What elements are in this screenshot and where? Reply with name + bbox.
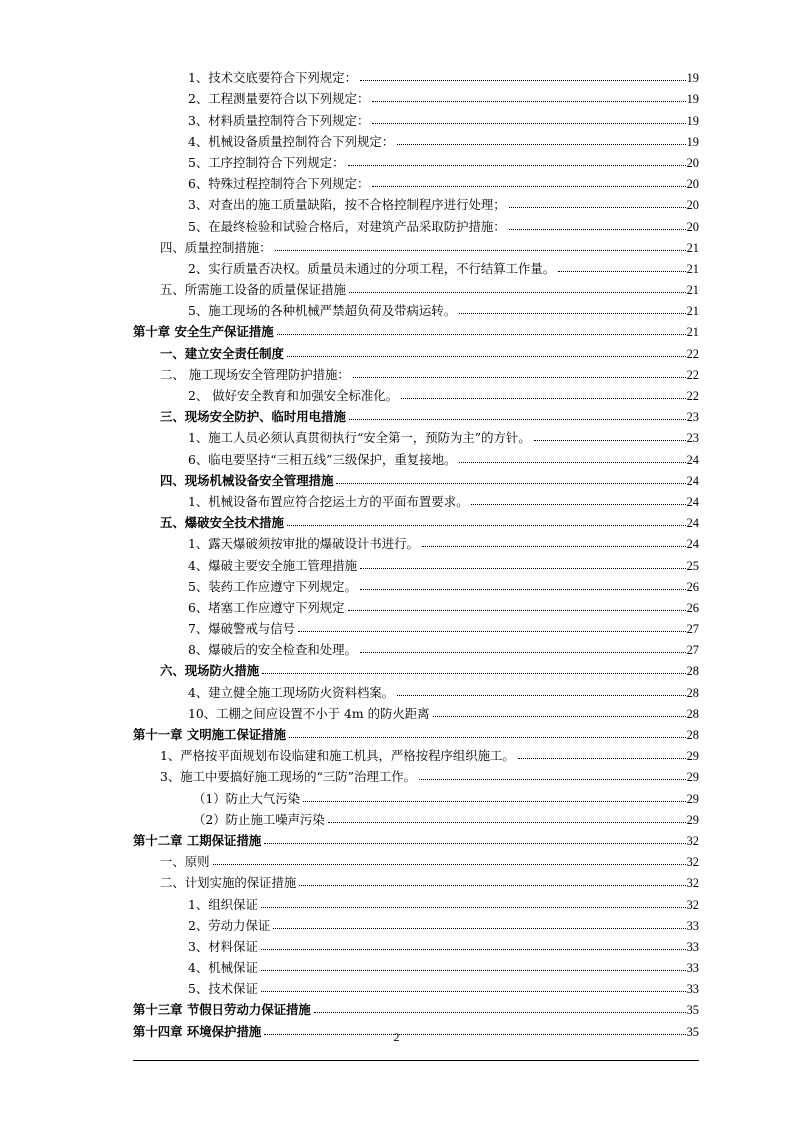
toc-entry-page: 24: [686, 473, 699, 488]
toc-entry-title: 四、现场机械设备安全管理措施: [160, 472, 334, 488]
dot-leader: [471, 504, 685, 505]
toc-entry-page: 35: [686, 1003, 699, 1018]
dot-leader: [261, 970, 686, 971]
toc-entry[interactable]: [133, 678, 699, 699]
toc-entry-title: 六、现场防火措施: [160, 663, 260, 679]
toc-entry[interactable]: [133, 339, 699, 360]
toc-entry-title: 第十章 安全生产保证措施: [133, 324, 274, 340]
toc-entry[interactable]: [133, 996, 699, 1017]
toc-entry[interactable]: [133, 212, 699, 233]
toc-entry[interactable]: [133, 149, 699, 170]
dot-leader: [298, 631, 686, 632]
toc-entry-page: 23: [686, 431, 699, 446]
dot-leader: [328, 822, 686, 823]
toc-entry-page: 32: [686, 876, 699, 891]
toc-entry[interactable]: [133, 445, 699, 466]
toc-entry-title: 一、建立安全责任制度: [160, 345, 284, 361]
dot-leader: [273, 928, 685, 929]
toc-entry-page: 19: [686, 71, 699, 86]
dot-leader: [287, 356, 686, 357]
toc-entry-page: 33: [686, 982, 699, 997]
toc-entry-page: 21: [686, 240, 699, 255]
toc-entry-page: 28: [686, 685, 699, 700]
toc-entry-title: 三、现场安全防护、临时用电措施: [160, 409, 346, 425]
dot-leader: [459, 313, 686, 314]
dot-leader: [509, 207, 686, 208]
toc-entry-title: 6、特殊过程控制符合下列规定：: [188, 176, 370, 192]
toc-entry-title: 2、劳动力保证: [188, 917, 271, 933]
dot-leader: [419, 779, 686, 780]
dot-leader: [372, 101, 685, 102]
toc-entry-page: 28: [686, 664, 699, 679]
toc-entry-page: 27: [686, 622, 699, 637]
dot-leader: [509, 229, 686, 230]
toc-entry[interactable]: [133, 615, 699, 636]
dot-leader: [303, 801, 686, 802]
toc-entry[interactable]: [133, 721, 699, 742]
dot-leader: [349, 292, 686, 293]
toc-entry-page: 33: [686, 961, 699, 976]
toc-entry[interactable]: [133, 784, 699, 805]
toc-entry-title: 第十一章 文明施工保证措施: [133, 727, 287, 742]
toc-entry[interactable]: [133, 382, 699, 403]
toc-entry-title: （1）防止大气污染: [193, 790, 301, 806]
toc-entry-page: 19: [686, 92, 699, 107]
toc-entry-title: 1、严格按平面规划布设临建和施工机具，严格按程序组织施工。: [160, 748, 515, 764]
toc-entry[interactable]: [133, 912, 699, 933]
toc-entry[interactable]: [133, 403, 699, 424]
toc-entry-page: 23: [686, 410, 699, 425]
toc-entry-page: 20: [686, 155, 699, 170]
toc-entry-title: 第十三章 节假日劳动力保证措施: [133, 1002, 311, 1018]
toc-entry[interactable]: [133, 551, 699, 572]
dot-leader: [422, 546, 686, 547]
toc-entry[interactable]: [133, 424, 699, 445]
dot-leader: [299, 885, 685, 886]
toc-entry[interactable]: [133, 742, 699, 763]
toc-entry[interactable]: [133, 234, 699, 255]
toc-entry[interactable]: [133, 318, 699, 339]
dot-leader: [213, 864, 686, 865]
dot-leader: [261, 907, 686, 908]
dot-leader: [360, 80, 686, 81]
toc-entry[interactable]: [133, 467, 699, 488]
dot-leader: [401, 398, 686, 399]
toc-entry-page: 21: [686, 283, 699, 298]
dot-leader: [433, 716, 686, 717]
toc-entry-page: 28: [686, 728, 699, 742]
toc-entry-title: 5、在最终检验和试验合格后，对建筑产品采取防护措施：: [188, 218, 506, 234]
toc-entry-title: 1、露天爆破须按审批的爆破设计书进行。: [188, 536, 419, 552]
toc-entry-page: 29: [686, 791, 699, 806]
dot-leader: [275, 250, 686, 251]
dot-leader: [277, 334, 686, 335]
toc-entry[interactable]: [133, 763, 699, 784]
toc-entry-page: 24: [686, 516, 699, 531]
toc-entry[interactable]: [133, 975, 699, 996]
toc-entry-page: 19: [686, 113, 699, 128]
toc-entry-page: 35: [686, 1024, 699, 1039]
toc-entry-page: 32: [686, 833, 699, 848]
toc-entry-title: 6、临电要坚持“三相五线”三级保护，重复接地。: [188, 451, 457, 467]
toc-entry-page: 27: [686, 643, 699, 658]
toc-entry[interactable]: [133, 573, 699, 594]
toc-entry-title: 5、工序控制符合下列规定：: [188, 154, 345, 170]
toc-entry-title: 4、爆破主要安全施工管理措施: [188, 557, 357, 573]
toc-entry[interactable]: [133, 64, 699, 85]
toc-entry[interactable]: [133, 933, 699, 954]
toc-entry-page: 33: [686, 939, 699, 954]
toc-entry-title: 二、计划实施的保证措施: [160, 875, 297, 891]
toc-entry-page: 20: [686, 219, 699, 234]
dot-leader: [518, 758, 686, 759]
dot-leader: [360, 568, 686, 569]
dot-leader: [262, 673, 685, 674]
toc-entry-page: 28: [686, 706, 699, 721]
toc-entry[interactable]: [133, 954, 699, 975]
toc-entry-page: 22: [686, 346, 699, 361]
toc-entry-page: 25: [686, 558, 699, 573]
toc-entry-page: 29: [686, 770, 699, 785]
dot-leader: [261, 949, 686, 950]
toc-entry[interactable]: [133, 191, 699, 212]
dot-leader: [353, 377, 686, 378]
toc-entry[interactable]: [133, 85, 699, 106]
toc-entry[interactable]: [133, 700, 699, 721]
dot-leader: [397, 144, 685, 145]
toc-entry-title: 1、组织保证: [188, 896, 258, 912]
toc-entry[interactable]: [133, 128, 699, 149]
toc-entry-page: 29: [686, 749, 699, 764]
dot-leader: [348, 165, 686, 166]
toc-entry-page: 22: [686, 367, 699, 382]
dot-leader: [349, 419, 686, 420]
dot-leader: [459, 462, 685, 463]
toc-entry-title: 第十四章 环境保护措施: [133, 1023, 262, 1039]
toc-entry[interactable]: [133, 636, 699, 657]
page-number: 2: [393, 1030, 400, 1044]
dot-leader: [336, 483, 685, 484]
table-of-contents: [133, 64, 699, 1039]
toc-entry[interactable]: [133, 806, 699, 827]
toc-entry[interactable]: [133, 255, 699, 276]
toc-entry-page: 33: [686, 918, 699, 933]
dot-leader: [360, 652, 686, 653]
toc-entry-page: 19: [686, 134, 699, 149]
toc-entry-title: 四、质量控制措施：: [160, 239, 272, 255]
toc-entry-page: 20: [686, 177, 699, 192]
toc-entry[interactable]: [133, 170, 699, 191]
toc-entry-title: 5、技术保证: [188, 981, 258, 997]
dot-leader: [314, 1012, 686, 1013]
toc-entry-title: 一、原则: [160, 854, 210, 870]
toc-entry-page: 24: [686, 494, 699, 509]
toc-entry-title: 5、装药工作应遵守下列规定。: [188, 578, 357, 594]
dot-leader: [289, 737, 686, 738]
toc-entry[interactable]: [133, 827, 699, 848]
toc-entry-page: 21: [686, 261, 699, 276]
toc-entry-title: 3、材料质量控制符合下列规定：: [188, 112, 370, 128]
toc-entry-page: 29: [686, 812, 699, 827]
toc-entry[interactable]: [133, 530, 699, 551]
toc-entry-title: 五、爆破安全技术措施: [160, 515, 284, 531]
toc-entry[interactable]: [133, 869, 699, 890]
toc-entry[interactable]: [133, 848, 699, 869]
toc-entry[interactable]: [133, 509, 699, 530]
dot-leader: [261, 991, 686, 992]
toc-entry-page: 22: [686, 389, 699, 403]
dot-leader: [264, 843, 685, 844]
toc-entry-title: 8、爆破后的安全检查和处理。: [188, 642, 357, 658]
toc-entry-page: 21: [686, 325, 699, 340]
toc-entry-title: 5、施工现场的各种机械严禁超负荷及带病运转。: [188, 303, 457, 319]
toc-entry-page: 32: [686, 897, 699, 912]
dot-leader: [558, 271, 685, 272]
toc-entry[interactable]: [133, 276, 699, 297]
toc-entry-title: 第十二章 工期保证措施: [133, 832, 262, 848]
toc-entry-page: 26: [686, 600, 699, 615]
toc-entry-title: 3、对查出的施工质量缺陷，按不合格控制程序进行处理；: [188, 197, 506, 213]
toc-entry-page: 26: [686, 579, 699, 594]
dot-leader: [348, 610, 686, 611]
dot-leader: [372, 123, 685, 124]
toc-entry-page: 24: [686, 452, 699, 467]
dot-leader: [287, 525, 686, 526]
toc-entry-title: 二、 施工现场安全管理防护措施：: [160, 366, 350, 382]
toc-entry[interactable]: [133, 488, 699, 509]
toc-entry-title: 3、施工中要搞好施工现场的“三防”治理工作。: [160, 769, 416, 785]
toc-entry-title: 1、技术交底要符合下列规定：: [188, 70, 357, 86]
toc-entry-title: 2、实行质量否决权。质量员未通过的分项工程，不行结算工作量。: [188, 260, 556, 276]
toc-entry-title: （2）防止施工噪声污染: [193, 811, 325, 827]
toc-entry-title: 4、建立健全施工现场防火资料档案。: [188, 684, 395, 700]
dot-leader: [534, 440, 686, 441]
toc-entry-title: 4、机械设备质量控制符合下列规定：: [188, 133, 395, 149]
toc-entry[interactable]: [133, 106, 699, 127]
toc-entry-page: 21: [686, 304, 699, 319]
toc-entry-title: 2、 做好安全教育和加强安全标准化。: [188, 388, 399, 403]
toc-entry[interactable]: [133, 890, 699, 911]
toc-entry-title: 6、堵塞工作应遵守下列规定: [188, 599, 345, 615]
toc-entry-title: 1、机械设备布置应符合挖运土方的平面布置要求。: [188, 493, 469, 509]
footer-rule: [133, 1060, 699, 1061]
toc-entry-title: 7、爆破警戒与信号: [188, 621, 296, 637]
toc-entry-page: 24: [686, 537, 699, 552]
toc-entry[interactable]: [133, 657, 699, 678]
toc-entry-page: 32: [686, 855, 699, 870]
dot-leader: [372, 186, 685, 187]
toc-entry-title: 10、工棚之间应设置不小于 4m 的防火距离: [188, 705, 430, 721]
toc-entry-title: 2、工程测量要符合以下列规定：: [188, 91, 370, 107]
toc-entry-title: 1、施工人员必须认真贯彻执行“安全第一，预防为主”的方针。: [188, 430, 531, 446]
dot-leader: [397, 695, 685, 696]
toc-entry[interactable]: [133, 594, 699, 615]
toc-entry-title: 4、机械保证: [188, 960, 258, 976]
dot-leader: [360, 589, 686, 590]
toc-entry-page: 20: [686, 198, 699, 213]
toc-entry[interactable]: [133, 361, 699, 382]
toc-entry[interactable]: [133, 297, 699, 318]
toc-entry-title: 五、所需施工设备的质量保证措施: [160, 282, 346, 298]
toc-entry-title: 3、材料保证: [188, 938, 258, 954]
